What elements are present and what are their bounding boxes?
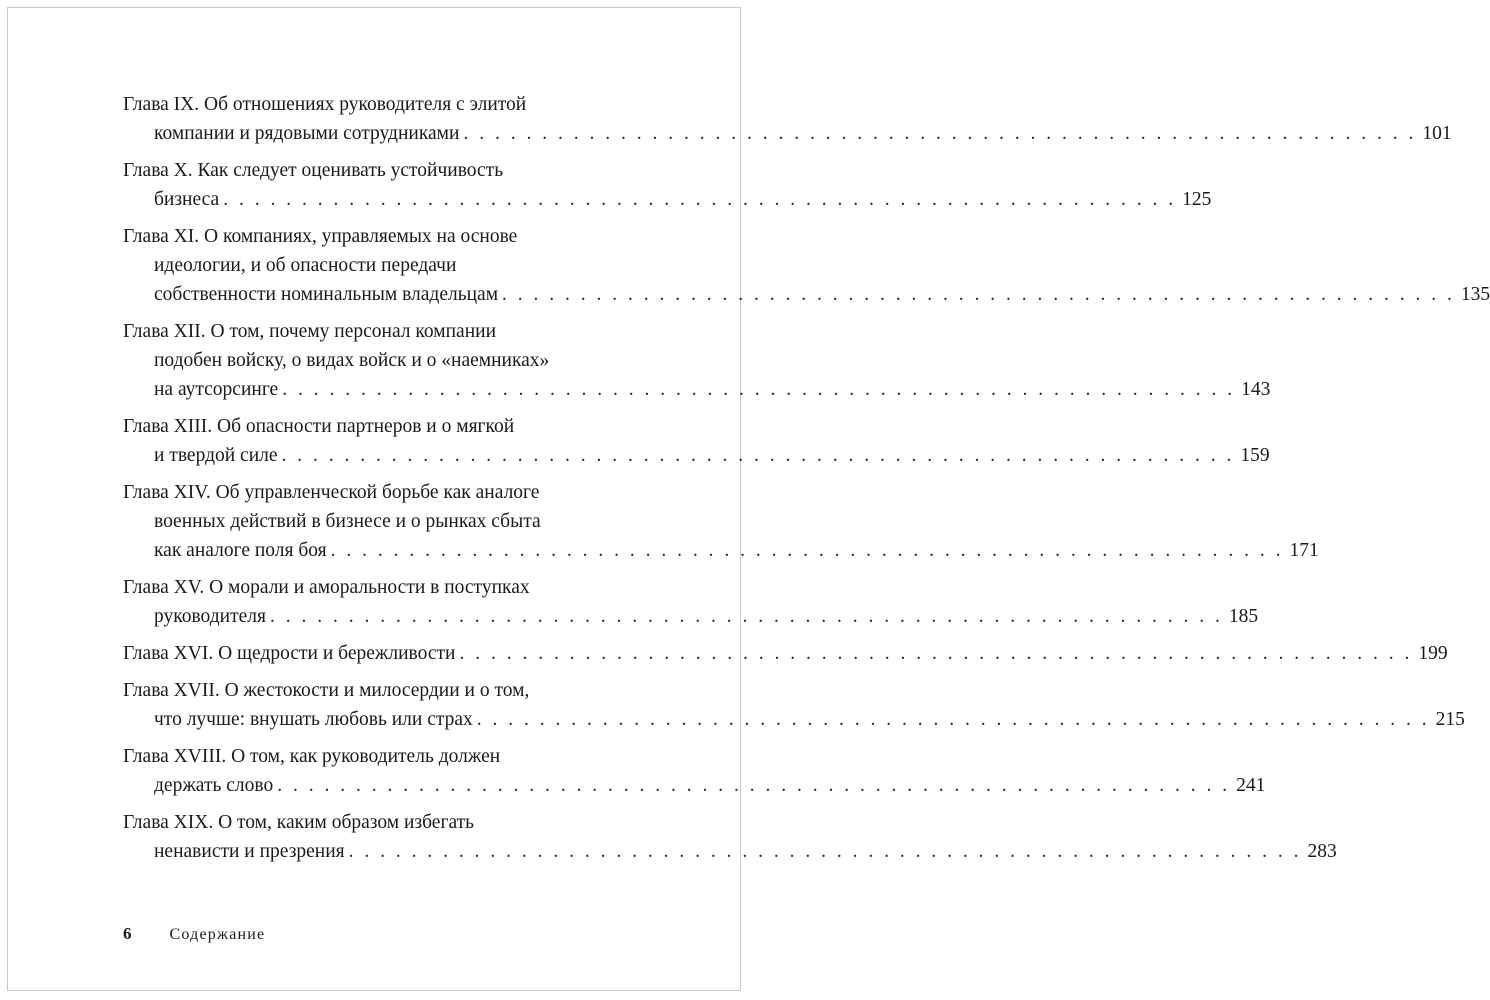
toc-entry — [123, 222, 1490, 309]
toc-entry-title: Глава XV. О морали и аморальности в поступках — [123, 577, 530, 598]
toc-page-number: 159 — [1240, 445, 1270, 466]
dot-leader: . . . . . . . . . . . . . . . . . . . . . . . . . . . . . . . . . . . . . . . . . . . . . . . . . . . . . . . . . . . . . — [282, 379, 1236, 400]
toc-page-number: 241 — [1236, 775, 1266, 796]
toc-entry — [123, 676, 1465, 734]
toc-entry-line: подобен войску, о видах войск и о «наемниках» — [154, 350, 550, 371]
page-footer — [123, 924, 265, 944]
dot-leader: . . . . . . . . . . . . . . . . . . . . . . . . . . . . . . . . . . . . . . . . . . . . . . . . . . . . . . . . . . . . . — [459, 643, 1413, 664]
dot-leader: . . . . . . . . . . . . . . . . . . . . . . . . . . . . . . . . . . . . . . . . . . . . . . . . . . . . . . . . . . . . . — [463, 123, 1417, 144]
toc-entry-line: военных действий в бизнесе и о рынках сбыта — [154, 511, 541, 532]
toc-page-number: 171 — [1289, 540, 1319, 561]
toc-entry-title: Глава XVI. О щедрости и бережливости — [123, 643, 456, 664]
toc-entry-leader-row — [123, 536, 1319, 565]
toc-entry-leader-row — [123, 837, 1337, 866]
toc-entry — [123, 90, 1452, 148]
book-page — [7, 7, 1490, 991]
toc-entry-line: держать слово — [154, 775, 274, 796]
dot-leader: . . . . . . . . . . . . . . . . . . . . . . . . . . . . . . . . . . . . . . . . . . . . . . . . . . . . . . . . . . . . . — [476, 709, 1430, 730]
toc-entry-title: Глава X. Как следует оценивать устойчивость — [123, 160, 504, 181]
toc-page-number: 125 — [1182, 189, 1212, 210]
toc-entry-leader-row — [123, 705, 1465, 734]
dot-leader: . . . . . . . . . . . . . . . . . . . . . . . . . . . . . . . . . . . . . . . . . . . . . . . . . . . . . . . . . . . . . — [223, 189, 1177, 210]
dot-leader: . . . . . . . . . . . . . . . . . . . . . . . . . . . . . . . . . . . . . . . . . . . . . . . . . . . . . . . . . . . . . — [502, 284, 1455, 305]
toc-entry-leader-row — [123, 639, 1448, 668]
toc-page-number: 185 — [1228, 606, 1259, 627]
toc-entry — [123, 412, 1270, 470]
toc-entry-line: что лучше: внушать любовь или страх — [154, 709, 473, 730]
dot-leader: . . . . . . . . . . . . . . . . . . . . . . . . . . . . . . . . . . . . . . . . . . . . . . . . . . . . . . . . . . . . . — [330, 540, 1284, 561]
running-title: Содержание — [169, 926, 266, 943]
toc-entry-title: Глава XIX. О том, каким образом избегать — [123, 812, 475, 833]
toc-entry-line: как аналоге поля боя — [154, 540, 327, 561]
toc-entry — [123, 742, 1266, 800]
toc-entry-leader-row — [123, 119, 1452, 148]
toc-entry — [123, 156, 1212, 214]
toc-entry-line: и твердой силе — [154, 445, 278, 466]
table-of-contents — [123, 90, 1490, 866]
toc-entry-line: идеологии, и об опасности передачи — [154, 255, 457, 276]
toc-entry-line: руководителя — [154, 606, 266, 627]
dot-leader: . . . . . . . . . . . . . . . . . . . . . . . . . . . . . . . . . . . . . . . . . . . . . . . . . . . . . . . . . . . . . — [348, 841, 1302, 862]
toc-entry-line: ненависти и презрения — [154, 841, 345, 862]
toc-entry — [123, 573, 1259, 631]
toc-entry-line: компании и рядовыми сотрудниками — [154, 123, 460, 144]
toc-entry — [123, 317, 1271, 404]
toc-entry-title: Глава XI. О компаниях, управляемых на основе — [123, 226, 518, 247]
dot-leader: . . . . . . . . . . . . . . . . . . . . . . . . . . . . . . . . . . . . . . . . . . . . . . . . . . . . . . . . . . . . . — [269, 606, 1223, 627]
toc-entry-title: Глава IX. Об отношениях руководителя с элитой — [123, 94, 527, 115]
toc-entry-leader-row — [123, 771, 1266, 800]
toc-entry-leader-row — [123, 602, 1259, 631]
toc-entry-leader-row — [123, 280, 1490, 309]
toc-page-number: 135 — [1460, 284, 1490, 305]
toc-entry — [123, 478, 1319, 565]
toc-entry-title: Глава XVIII. О том, как руководитель должен — [123, 746, 501, 767]
toc-page-number: 283 — [1307, 841, 1337, 862]
dot-leader: . . . . . . . . . . . . . . . . . . . . . . . . . . . . . . . . . . . . . . . . . . . . . . . . . . . . . . . . . . . . . — [281, 445, 1235, 466]
toc-page-number: 199 — [1418, 643, 1448, 664]
toc-entry-title: Глава XVII. О жестокости и милосердии и о том, — [123, 680, 530, 701]
toc-page-number: 215 — [1435, 709, 1465, 730]
toc-entry-line: на аутсорсинге — [154, 379, 279, 400]
toc-entry-leader-row — [123, 441, 1270, 470]
toc-entry-line: бизнеса — [154, 189, 220, 210]
toc-entry — [123, 639, 1448, 668]
dot-leader: . . . . . . . . . . . . . . . . . . . . . . . . . . . . . . . . . . . . . . . . . . . . . . . . . . . . . . . . . . . . . — [277, 775, 1231, 796]
toc-entry — [123, 808, 1337, 866]
toc-entry-leader-row — [123, 375, 1271, 404]
toc-entry-title: Глава XIII. Об опасности партнеров и о мягкой — [123, 416, 515, 437]
page-number: 6 — [123, 924, 132, 943]
toc-entry-line: собственности номинальным владельцам — [154, 284, 499, 305]
toc-page-number: 143 — [1241, 379, 1271, 400]
toc-entry-leader-row — [123, 185, 1212, 214]
toc-page-number: 101 — [1422, 123, 1452, 144]
toc-entry-title: Глава XIV. Об управленческой борьбе как аналоге — [123, 482, 540, 503]
toc-entry-title: Глава XII. О том, почему персонал компании — [123, 321, 497, 342]
